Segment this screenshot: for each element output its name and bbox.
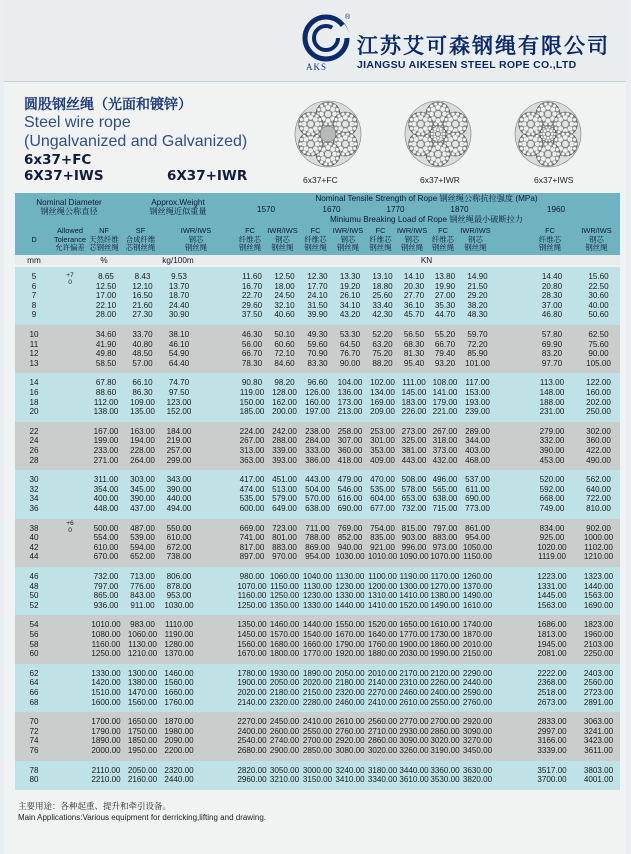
value-column-cell: 1010.00 1080.00 1160.00 1250.00	[91, 620, 121, 659]
value-column-cell: 2610.00 2760.00 2920.00 3080.00	[335, 717, 365, 755]
row-group	[15, 325, 620, 373]
value-column-cell: 1520.00 1640.00 1760.00 1880.00	[367, 620, 398, 659]
value-column-cell: 104.00 136.00 173.00 213.00	[337, 378, 363, 417]
value-column-cell: 1060.00 1150.00 1250.00 1350.00	[269, 572, 300, 610]
value-column-cell: 451.00 513.00 579.00 649.00	[272, 475, 297, 513]
header-iwr-1960: IWR/IWS 钢芯 钢丝绳	[581, 226, 612, 253]
value-column-cell: 253.00 301.00 353.00 409.00	[370, 426, 395, 465]
value-column-cell: 49.30 59.60 70.90 83.30	[307, 330, 328, 368]
value-column-cell: 3360.00 3530.00	[430, 765, 460, 785]
grade-1670: 1670	[322, 204, 341, 214]
value-column-cell: 1323.00 1440.00 1563.00 1690.00	[583, 572, 614, 610]
value-column-cell: 550.00 610.00 672.00 738.00	[166, 523, 192, 562]
grade-1570: 1570	[256, 204, 276, 214]
diameter-cell: 70 72 74 76	[29, 717, 39, 755]
row-group	[15, 712, 620, 760]
diameter-cell: 38 40 42 44	[29, 523, 39, 562]
company-name-en: JIANGSU AIKESEN STEEL ROPE CO.,LTD	[357, 59, 577, 71]
value-column-cell: 1100.00 1200.00 1310.00 1410.00	[367, 572, 398, 610]
row-group	[15, 615, 620, 663]
value-column-cell: 806.00 878.00 953.00 1030.00	[164, 572, 194, 610]
value-column-cell: 1130.00 1230.00 1330.00 1440.00	[335, 572, 365, 610]
header-fc-1670: FC 纤维芯 钢丝绳	[304, 226, 327, 253]
diameter-cell: 62 64 66 68	[29, 668, 39, 707]
construction-code-fc: 6x37+FC	[24, 152, 92, 168]
construction-code-iws: 6X37+IWS	[24, 168, 104, 184]
value-column-cell: 184.00 219.00 257.00 299.00	[166, 426, 192, 465]
value-column-cell: 2050.00 2180.00 2320.00 2460.00	[335, 668, 365, 707]
value-column-cell: 343.00 390.00 440.00 494.00	[166, 475, 192, 513]
rope-caption-fc: 6x37+FC	[303, 175, 338, 185]
value-column-cell: 3180.00 3340.00	[367, 765, 398, 785]
row-group	[15, 567, 620, 615]
value-column-cell: 273.00 325.00 381.00 443.00	[401, 426, 427, 465]
value-column-cell: 108.00 141.00 179.00 221.00	[432, 378, 458, 417]
product-title-en-line2: (Ungalvanized and Galvanized)	[24, 133, 248, 150]
value-column-cell: 3240.00 3410.00	[335, 765, 365, 785]
value-column-cell: 1610.00 1730.00 1860.00 1990.00	[430, 620, 460, 659]
unit-kn: KN	[420, 255, 433, 265]
value-column-cell: 3517.00 3700.00	[537, 765, 567, 785]
value-column-cell: 9.53 13.70 18.70 24.40 30.90	[168, 272, 190, 320]
header-d: D	[31, 234, 37, 244]
row-group	[15, 761, 620, 790]
diameter-cell: 54 56 58 60	[29, 620, 39, 659]
value-column-cell: 2050.00 2160.00	[127, 765, 158, 785]
diameter-cell: 30 32 34 36	[29, 475, 39, 513]
value-column-cell: 11.60 16.70 22.70 29.60 37.50	[241, 272, 263, 320]
rope-caption-iws: 6x37+IWS	[534, 175, 574, 185]
value-column-cell: 8.43 12.10 16.50 21.60 27.30	[132, 272, 153, 320]
rope-cross-section-iwr-icon	[404, 100, 472, 168]
value-column-cell: 797.00 883.00 973.00 1070.00	[430, 523, 460, 562]
value-column-cell: 1780.00 1900.00 2020.00 2140.00	[237, 668, 267, 707]
value-column-cell: 902.00 1000.00 1102.00 1210.00	[583, 523, 614, 562]
value-column-cell: 33.70 40.80 48.50 57.00	[132, 330, 153, 368]
value-column-cell: 14.40 20.80 28.30 37.00 46.80	[541, 272, 563, 320]
row-group	[15, 664, 620, 712]
value-column-cell: 815.00 903.00 996.00 1090.00	[399, 523, 429, 562]
value-column-cell: 167.00 199.00 233.00 271.00	[93, 426, 119, 465]
value-column-cell: 562.00 640.00 722.00 810.00	[586, 475, 611, 513]
header-fc-1770: FC 纤维芯 钢丝绳	[369, 226, 392, 253]
value-column-cell: 1110.00 1190.00 1280.00 1370.00	[164, 620, 194, 659]
value-column-cell: 2410.00 2550.00 2700.00 2850.00	[302, 717, 333, 755]
value-column-cell: 2320.00 2440.00	[164, 765, 194, 785]
header-approx-weight-en: Approx.Weight	[151, 198, 205, 207]
value-column-cell: 38.10 46.10 54.90 64.40	[168, 330, 190, 368]
value-column-cell: 279.00 332.00 390.00 453.00	[539, 426, 565, 465]
value-column-cell: 2920.00 3090.00 3270.00 3450.00	[462, 717, 493, 755]
value-column-cell: 1460.00 1570.00 1680.00 1800.00	[269, 620, 300, 659]
value-column-cell: 13.30 19.20 26.10 34.10 43.20	[339, 272, 361, 320]
value-column-cell: 2833.00 2997.00 3166.00 3339.00	[537, 717, 567, 755]
grade-1870: 1870	[450, 204, 469, 214]
grade-1770: 1770	[386, 204, 405, 214]
value-column-cell: 12.30 17.70 24.10 31.50 39.90	[307, 272, 328, 320]
value-column-cell: 238.00 284.00 333.00 386.00	[305, 426, 330, 465]
row-group	[15, 422, 620, 470]
header-tensile-strength: Nominal Tensile Strength of Rope 钢丝绳公称抗拉强度 (MPa)	[315, 194, 538, 203]
value-column-cell: 2820.00 2960.00	[237, 765, 267, 785]
tolerance-value-bottom: +6 0	[66, 520, 74, 534]
diameter-cell: 14 16 18 20	[29, 378, 39, 417]
value-column-cell: 537.00 611.00 690.00 773.00	[465, 475, 490, 513]
grade-1960: 1960	[546, 204, 566, 214]
construction-code-iwr: 6X37+IWR	[167, 168, 248, 184]
value-column-cell: 1190.00 1300.00 1410.00 1520.00	[399, 572, 429, 610]
value-column-cell: 1740.00 1870.00 2010.00 2150.00	[462, 620, 493, 659]
value-column-cell: 1686.00 1813.00 1945.00 2081.00	[537, 620, 567, 659]
value-column-cell: 1170.00 1270.00 1380.00 1490.00	[430, 572, 460, 610]
row-group	[15, 470, 620, 518]
value-column-cell: 1460.00 1560.00 1660.00 1760.00	[164, 668, 194, 707]
value-column-cell: 56.50 68.30 81.30 95.40	[403, 330, 425, 368]
value-column-cell: 13.80 19.90 27.00 35.30 44.70	[434, 272, 456, 320]
row-group	[15, 267, 620, 325]
value-column-cell: 2120.00 2260.00 2400.00 2550.00	[430, 668, 460, 707]
company-header	[4, 0, 626, 82]
header-nominal-diameter	[15, 195, 123, 219]
header-nominal-diameter-cn: 钢丝绳公称直径	[40, 207, 98, 216]
header-nf: NF 天然纤维 芯钢丝绳	[89, 226, 119, 253]
value-column-cell: 1300.00 1380.00 1470.00 1560.00	[127, 668, 158, 707]
value-column-cell: 500.00 554.00 610.00 670.00	[93, 523, 119, 562]
value-column-cell: 2450.00 2600.00 2740.00 2900.00	[269, 717, 300, 755]
header-fc-1570: FC 纤维芯 钢丝绳	[238, 226, 262, 253]
unit-mm: mm	[27, 255, 41, 265]
value-column-cell: 14.90 21.50 29.20 38.20 48.30	[467, 272, 488, 320]
registered-mark: ®	[345, 14, 351, 21]
value-column-cell: 834.00 925.00 1020.00 1119.00	[537, 523, 567, 562]
value-column-cell: 1823.00 1960.00 2103.00 2250.00	[583, 620, 614, 659]
value-column-cell: 2290.00 2440.00 2590.00 2760.00	[462, 668, 493, 707]
value-column-cell: 1870.00 1980.00 2090.00 2200.00	[164, 717, 194, 755]
diameter-cell: 78 80	[29, 765, 39, 785]
row-group	[15, 519, 620, 567]
value-column-cell: 53.30 64.50 76.70 90.00	[339, 330, 361, 368]
value-column-cell: 1550.00 1670.00 1790.00 1920.00	[335, 620, 365, 659]
value-column-cell: 754.00 835.00 921.00 1010.00	[367, 523, 398, 562]
value-column-cell: 14.10 20.30 27.70 36.10 45.70	[403, 272, 425, 320]
value-column-cell: 732.00 797.00 865.00 936.00	[93, 572, 119, 610]
header-approx-weight	[123, 195, 233, 219]
value-column-cell: 122.00 160.00 202.00 250.00	[586, 378, 611, 417]
value-column-cell: 470.00 535.00 604.00 677.00	[370, 475, 395, 513]
value-column-cell: 62.50 75.60 90.00 105.00	[586, 330, 611, 368]
value-column-cell: 163.00 194.00 228.00 264.00	[130, 426, 155, 465]
value-column-cell: 111.00 145.00 183.00 226.00	[401, 378, 427, 417]
value-column-cell: 242.00 288.00 339.00 393.00	[272, 426, 297, 465]
value-column-cell: 224.00 267.00 313.00 363.00	[239, 426, 265, 465]
value-column-cell: 1930.00 2050.00 2180.00 2320.00	[269, 668, 300, 707]
value-column-cell: 1650.00 1770.00 1900.00 2030.00	[399, 620, 429, 659]
value-column-cell: 723.00 801.00 883.00 970.00	[272, 523, 297, 562]
tolerance-value-top: +7 0	[66, 272, 74, 286]
value-column-cell: 13.10 18.80 25.60 33.40 42.30	[372, 272, 393, 320]
header-sf: SF 合成纤维 芯钢丝绳	[125, 226, 156, 253]
value-column-cell: 3000.00 3150.00	[302, 765, 333, 785]
product-title-cn: 圆股钢丝绳（光面和镀锌）	[24, 97, 192, 113]
value-column-cell: 2700.00 2860.00 3020.00 3190.00	[430, 717, 460, 755]
value-column-cell: 2270.00 2400.00 2540.00 2680.00	[237, 717, 267, 755]
value-column-cell: 66.10 86.30 109.00 135.00	[130, 378, 155, 417]
logo-text: AKS	[306, 62, 328, 72]
value-column-cell: 3440.00 3610.00	[399, 765, 429, 785]
diameter-cell: 46 48 50 52	[29, 572, 39, 610]
value-column-cell: 2560.00 2710.00 2860.00 3020.00	[367, 717, 398, 755]
value-column-cell: 8.65 12.50 17.00 22.10 28.00	[95, 272, 117, 320]
header-iwr-1770: IWR/IWS 钢芯 钢丝绳	[396, 226, 428, 253]
rope-caption-iwr: 6x37+IWR	[420, 175, 460, 185]
value-column-cell: 1330.00 1420.00 1510.00 1600.00	[91, 668, 121, 707]
value-column-cell: 496.00 565.00 638.00 715.00	[432, 475, 458, 513]
value-column-cell: 861.00 954.00 1050.00 1150.00	[462, 523, 493, 562]
rope-cross-section-iws-icon	[514, 100, 582, 168]
value-column-cell: 3630.00 3820.00	[462, 765, 493, 785]
value-column-cell: 55.20 66.70 79.40 93.20	[434, 330, 456, 368]
value-column-cell: 15.60 22.50 30.60 40.00 50.60	[588, 272, 609, 320]
value-column-cell: 508.00 578.00 653.00 732.00	[401, 475, 427, 513]
unit-percent: %	[100, 255, 108, 265]
header-approx-weight-cn: 钢丝绳近似重量	[149, 207, 207, 216]
value-column-cell: 303.00 345.00 390.00 437.00	[130, 475, 155, 513]
value-column-cell: 50.10 60.60 72.10 84.60	[274, 330, 295, 368]
value-column-cell: 90.80 119.00 150.00 185.00	[239, 378, 265, 417]
product-title-en-line1: Steel wire rope	[24, 114, 131, 131]
value-column-cell: 711.00 788.00 869.00 954.00	[305, 523, 330, 562]
unit-kg-per-100m: kg/100m	[162, 255, 194, 265]
value-column-cell: 520.00 592.00 668.00 749.00	[539, 475, 565, 513]
value-column-cell: 2770.00 2930.00 3090.00 3260.00	[399, 717, 429, 755]
header-iwr-1870: IWR/IWS 钢芯 钢丝绳	[460, 226, 491, 253]
value-column-cell: 311.00 354.00 400.00 448.00	[93, 475, 119, 513]
product-title-en	[24, 113, 247, 151]
header-iwr-1670: IWR/IWS 钢芯 钢丝绳	[332, 226, 364, 253]
header-iwr-1570: IWR/IWS 钢芯 钢丝绳	[267, 226, 298, 253]
value-column-cell: 52.20 63.20 75.20 88.20	[372, 330, 393, 368]
value-column-cell: 479.00 546.00 616.00 690.00	[337, 475, 363, 513]
value-column-cell: 258.00 307.00 360.00 418.00	[337, 426, 363, 465]
header-iwr-weight: IWR/IWS 钢芯 钢丝绳	[180, 226, 212, 253]
value-column-cell: 57.80 69.90 83.20 97.70	[541, 330, 563, 368]
value-column-cell: 302.00 360.00 422.00 490.00	[586, 426, 611, 465]
value-column-cell: 67.80 88.60 112.00 138.00	[93, 378, 119, 417]
value-column-cell: 3050.00 3210.00	[269, 765, 300, 785]
value-column-cell: 1650.00 1750.00 1850.00 1950.00	[127, 717, 158, 755]
value-column-cell: 1223.00 1331.00 1445.00 1563.00	[537, 572, 567, 610]
catalog-page	[4, 0, 626, 854]
value-column-cell: 12.50 18.00 24.50 32.10 40.60	[274, 272, 295, 320]
main-applications-cn: 主要用途：各种起重、提升和牵引设备。	[18, 802, 172, 812]
diameter-cell: 22 24 26 28	[29, 426, 39, 465]
company-name-cn: 江苏艾可森钢绳有限公司	[357, 34, 610, 58]
value-column-cell: 117.00 153.00 193.00 239.00	[465, 378, 490, 417]
value-column-cell: 417.00 474.00 535.00 600.00	[239, 475, 265, 513]
value-column-cell: 2010.00 2140.00 2270.00 2410.00	[367, 668, 398, 707]
main-applications-en: Main Applications:Various equipment for derricking,lifting and drawing.	[18, 813, 266, 822]
value-column-cell: 74.70 97.50 123.00 152.00	[166, 378, 192, 417]
value-column-cell: 983.00 1060.00 1130.00 1210.00	[127, 620, 158, 659]
diameter-cell: 5 6 7 8 9	[31, 272, 37, 320]
value-column-cell: 487.00 539.00 594.00 652.00	[130, 523, 155, 562]
header-tolerance: Allowed Tolerance 允许偏差	[53, 226, 87, 253]
value-column-cell: 713.00 776.00 843.00 911.00	[130, 572, 155, 610]
value-column-cell: 289.00 344.00 403.00 468.00	[465, 426, 490, 465]
value-column-cell: 113.00 148.00 188.00 231.00	[539, 378, 565, 417]
value-column-cell: 34.60 41.90 49.80 58.50	[95, 330, 117, 368]
value-column-cell: 46.30 56.00 66.70 78.30	[241, 330, 263, 368]
value-column-cell: 1260.00 1370.00 1490.00 1610.00	[462, 572, 493, 610]
value-column-cell: 2110.00 2210.00	[91, 765, 121, 785]
row-group	[15, 373, 620, 421]
value-column-cell: 980.00 1070.00 1160.00 1250.00	[237, 572, 267, 610]
value-column-cell: 3803.00 4001.00	[583, 765, 614, 785]
company-logo-icon	[302, 14, 350, 62]
value-column-cell: 267.00 318.00 373.00 432.00	[432, 426, 458, 465]
value-column-cell: 1890.00 2020.00 2150.00 2280.00	[302, 668, 333, 707]
rope-cross-section-fc-icon	[294, 100, 362, 168]
value-column-cell: 1040.00 1130.00 1230.00 1330.00	[302, 572, 333, 610]
value-column-cell: 443.00 504.00 570.00 638.00	[305, 475, 330, 513]
header-nominal-diameter-en: Nominal Diameter	[36, 198, 102, 207]
value-column-cell: 102.00 134.00 169.00 209.00	[370, 378, 395, 417]
value-column-cell: 3063.00 3241.00 3423.00 3611.00	[583, 717, 614, 755]
value-column-cell: 1700.00 1790.00 1890.00 2000.00	[91, 717, 121, 755]
value-column-cell: 96.60 126.00 160.00 197.00	[305, 378, 330, 417]
value-column-cell: 1350.00 1450.00 1560.00 1670.00	[237, 620, 267, 659]
value-column-cell: 769.00 852.00 940.00 1030.00	[335, 523, 365, 562]
value-column-cell: 2170.00 2310.00 2460.00 2610.00	[399, 668, 429, 707]
value-column-cell: 1440.00 1540.00 1660.00 1770.00	[302, 620, 333, 659]
value-column-cell: 98.20 128.00 162.00 200.00	[272, 378, 297, 417]
value-column-cell: 59.70 72.20 85.90 101.00	[465, 330, 490, 368]
header-breaking-load: Miniumu Breaking Load of Rope 钢丝绳最小破断拉力	[330, 214, 523, 224]
header-fc-1960: FC 纤维芯 钢丝绳	[538, 226, 562, 253]
value-column-cell: 2403.00 2560.00 2723.00 2891.00	[583, 668, 614, 707]
header-fc-1870: FC 纤维芯 钢丝绳	[431, 226, 455, 253]
diameter-cell: 10 11 12 13	[29, 330, 39, 368]
value-column-cell: 2222.00 2368.00 2518.00 2673.00	[537, 668, 567, 707]
value-column-cell: 669.00 741.00 817.00 897.00	[239, 523, 265, 562]
